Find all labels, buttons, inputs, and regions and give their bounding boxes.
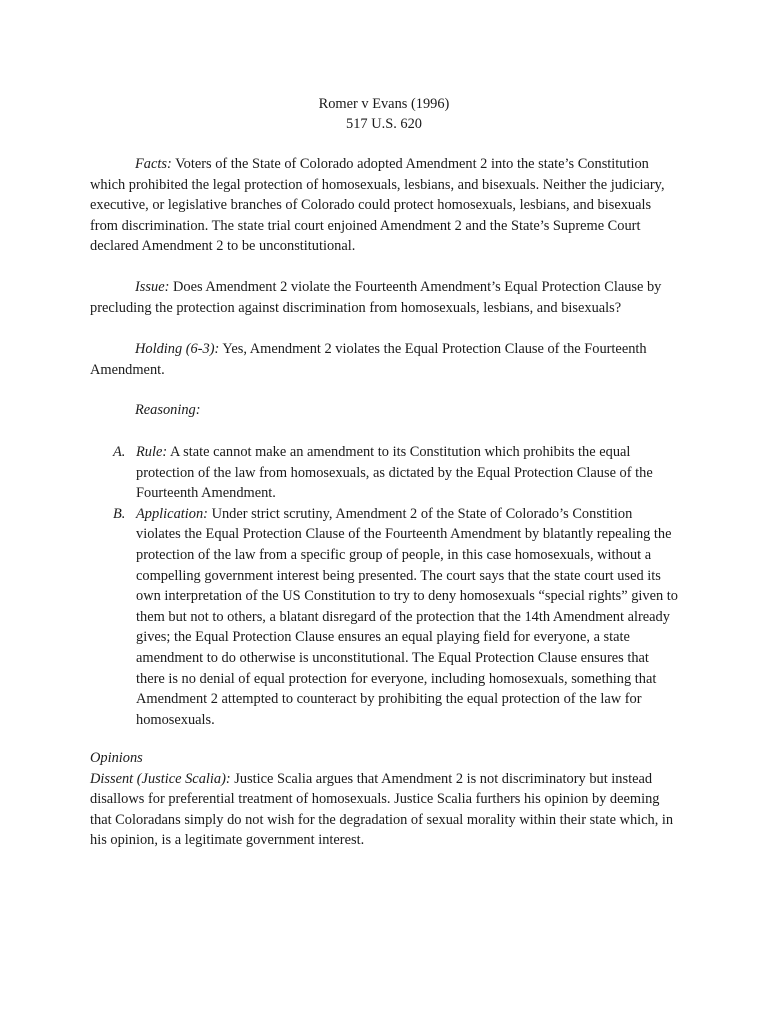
issue-paragraph — [90, 277, 680, 318]
reasoning-item-rule — [90, 442, 680, 504]
list-marker: A. — [113, 444, 126, 460]
case-title: Romer v Evans (1996) — [318, 96, 450, 112]
facts-label: Facts: — [135, 156, 172, 172]
facts-paragraph — [90, 154, 680, 257]
rule-label: Rule: — [136, 444, 168, 460]
holding-paragraph — [90, 339, 680, 380]
holding-text: Yes, Amendment 2 violates the Equal Protection Clause of the Fourteenth Amendment. — [90, 341, 647, 378]
reasoning-heading — [90, 400, 680, 421]
issue-text: Does Amendment 2 violate the Fourteenth Amendment’s Equal Protection Clause by precluding the protection against discrimination from homosexuals, lesbians, and bisexuals? — [90, 279, 662, 316]
holding-label: Holding (6-3): — [135, 341, 220, 357]
issue-label: Issue: — [135, 279, 170, 295]
reasoning-list — [90, 442, 680, 730]
facts-text: Voters of the State of Colorado adopted Amendment 2 into the state’s Constitution which prohibited the legal protection of homosexuals, lesbians, and bisexuals. Neither the judiciary, executive, or legislative branches of Colorado could protect homosexuals, lesbians, and bisexuals from discrimination. The state trial court enjoined Amendment 2 and the State’s Supreme Court declared Amendment 2 to be unconstitutional. — [90, 156, 665, 255]
dissent-label: Dissent (Justice Scalia): — [90, 770, 231, 787]
opinions-section — [90, 748, 680, 851]
application-label: Application: — [136, 505, 208, 522]
opinions-heading: Opinions — [90, 750, 143, 766]
list-marker: B. — [113, 505, 126, 522]
application-text: Under strict scrutiny, Amendment 2 of the State of Colorado’s Constition violates the Equal Protection Clause of the Fourteenth Amendment by blatantly repealing the protection of the law from a specific group of people, in this case homosexuals, without a compelling government interest being presented. The court says that the state court used its own interpretation of the US Constitution to try to deny homosexuals “special rights” given to them but not to others, a blatant disregard of the protection that the 14th Amendment already gives; the Equal Protection Clause ensures an equal playing field for everyone, a state amendment to do otherwise is unconstitutional. The Equal Protection Clause ensures that there is no denial of equal protection for everyone, including homosexuals, something that Amendment 2 attempted to counteract by prohibiting the equal protection of the law for homosexuals. — [136, 505, 678, 728]
case-citation: 517 U.S. 620 — [346, 116, 422, 132]
reasoning-item-application — [90, 504, 680, 731]
reasoning-label: Reasoning: — [135, 402, 201, 418]
rule-text: A state cannot make an amendment to its Constitution which prohibits the equal protection of the law from homosexuals, as dictated by the Equal Protection Clause of the Fourteenth Amendment. — [136, 444, 653, 502]
dissent-text: Justice Scalia argues that Amendment 2 is not discriminatory but instead disallows for preferential treatment of homosexuals. Justice Scalia furthers his opinion by deeming that Coloradans simply do not wish for the degradation of sexual morality within their state which, in his opinion, is a legitimate government interest. — [90, 770, 674, 849]
